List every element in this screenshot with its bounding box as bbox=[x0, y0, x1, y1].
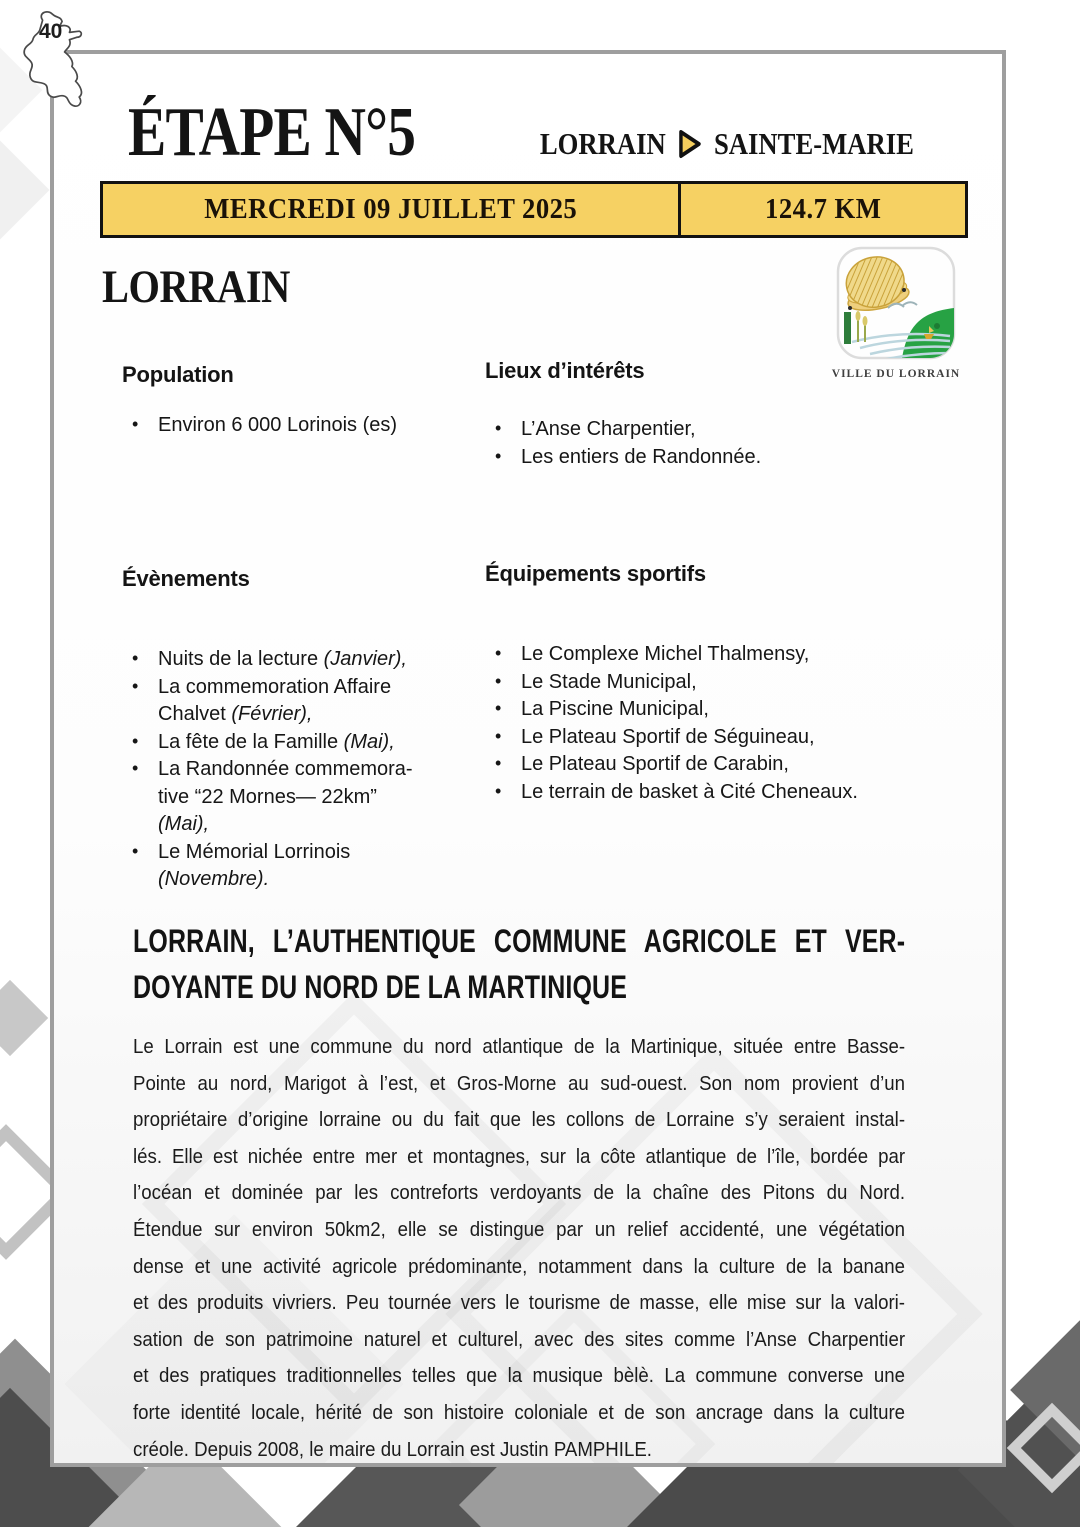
body-line: Pointe au nord, Marigot à l’est, et Gros-Morne au sud-ouest. Son nom provient d’un bbox=[133, 1072, 906, 1095]
list-item bbox=[489, 669, 929, 697]
article-heading-line: DOYANTE DU NORD DE LA MARTINIQUE bbox=[133, 969, 628, 1005]
bullet-icon: • bbox=[132, 730, 139, 751]
bullet-icon: • bbox=[495, 643, 502, 663]
page-card bbox=[50, 50, 1006, 1467]
sports-item: Le Plateau Sportif de Carabin, bbox=[521, 753, 789, 775]
list-item bbox=[126, 729, 426, 757]
bullet-icon: • bbox=[495, 780, 502, 801]
list-item bbox=[126, 756, 426, 839]
list-item bbox=[126, 412, 456, 440]
event-item: Le Mémorial Lorrinois bbox=[158, 840, 351, 863]
route-arrow-icon bbox=[677, 128, 703, 160]
bg-diamond bbox=[0, 980, 48, 1056]
list-item bbox=[489, 416, 909, 444]
bullet-icon: • bbox=[132, 758, 139, 778]
bullet-icon: • bbox=[132, 840, 139, 861]
route-to: SAINTE-MARIE bbox=[714, 126, 914, 161]
route-from: LORRAIN bbox=[539, 126, 666, 161]
event-month: (Mai), bbox=[158, 813, 210, 835]
city-logo-caption: VILLE DU LORRAIN bbox=[831, 368, 961, 380]
list-item bbox=[126, 646, 426, 674]
body-line: l’océan et dominée par les contreforts verdoyants de la chaîne des Pitons du Nord. bbox=[133, 1182, 906, 1205]
city-name: LORRAIN bbox=[102, 261, 290, 313]
bg-diamond bbox=[0, 141, 49, 240]
event-item: La fête de la Famille bbox=[158, 730, 344, 753]
body-line: lés. Elle est nichée entre mer et montagnes, sur la côte atlantique de l’île, bordée par bbox=[133, 1145, 906, 1168]
bullet-icon: • bbox=[495, 725, 502, 746]
stage-date-cell bbox=[103, 184, 681, 235]
list-item bbox=[489, 779, 929, 807]
sports-heading: Équipements sportifs bbox=[485, 561, 706, 586]
sports-item: Le Plateau Sportif de Séguineau, bbox=[521, 725, 815, 748]
event-item: La Randonnée commemora-tive “22 Mornes— 22km” bbox=[158, 758, 413, 808]
event-month: (Février), bbox=[231, 703, 313, 725]
events-heading: Évènements bbox=[122, 566, 250, 591]
sports-item: Le Complexe Michel Thalmensy, bbox=[521, 643, 810, 665]
body-line: créole. Depuis 2008, le maire du Lorrain est Justin PAMPHILE. bbox=[133, 1438, 652, 1461]
body-line: et des produits vivriers. Peu tournée vers le tourisme de masse, elle mise sur la valori- bbox=[133, 1292, 906, 1315]
sports-item: La Piscine Municipal, bbox=[521, 698, 709, 720]
route-header bbox=[540, 126, 914, 162]
lieux-item: Les entiers de Randonnée. bbox=[521, 445, 762, 468]
sports-item: Le terrain de basket à Cité Cheneaux. bbox=[521, 780, 858, 803]
sports-list bbox=[489, 641, 929, 806]
bullet-icon: • bbox=[495, 418, 502, 438]
bullet-icon: • bbox=[495, 670, 502, 691]
event-month: (Janvier), bbox=[323, 648, 407, 670]
lieux-heading: Lieux d’intérêts bbox=[485, 358, 645, 383]
stage-distance-cell bbox=[681, 184, 965, 235]
stage-date: MERCREDI 09 JUILLET 2025 bbox=[203, 193, 578, 225]
page-number: 40 bbox=[39, 20, 63, 43]
body-line: forte identité locale, hérité de son histoire coloniale et de son ancrage dans la culture bbox=[133, 1401, 906, 1424]
article-body bbox=[133, 1029, 905, 1467]
city-logo bbox=[836, 246, 956, 362]
page-corner-marker bbox=[6, 8, 128, 130]
list-item bbox=[489, 641, 929, 669]
body-line: dense et une activité agricole prédominante, notamment dans la culture de la banane bbox=[133, 1255, 906, 1278]
lieux-list bbox=[489, 416, 909, 471]
bullet-icon: • bbox=[132, 675, 139, 696]
bullet-icon: • bbox=[495, 753, 502, 773]
population-item: Environ 6 000 Lorinois (es) bbox=[158, 414, 398, 436]
stage-distance: 124.7 KM bbox=[764, 193, 882, 225]
event-item: La commemoration Affaire Chalvet bbox=[158, 675, 392, 725]
martinique-map-icon bbox=[6, 8, 128, 130]
lieux-item: L’Anse Charpentier, bbox=[521, 418, 696, 440]
list-item bbox=[489, 751, 929, 779]
body-line: et des pratiques traditionnelles telles que la musique bèlè. La commune converse une bbox=[133, 1365, 906, 1388]
list-item bbox=[126, 839, 426, 894]
article-heading bbox=[133, 918, 905, 1010]
city-logo-block bbox=[814, 246, 978, 380]
sports-item: Le Stade Municipal, bbox=[521, 670, 697, 693]
event-month: (Novembre). bbox=[158, 868, 270, 890]
bullet-icon: • bbox=[132, 414, 139, 434]
list-item bbox=[489, 444, 909, 472]
list-item bbox=[489, 696, 929, 724]
body-line: Étendue sur environ 50km2, elle se distingue par un relief accidenté, une végétation bbox=[133, 1218, 906, 1241]
body-line: propriétaire d’origine lorraine ou du fait que les collons de Lorraine s’y seraient instal- bbox=[133, 1109, 906, 1132]
events-list bbox=[126, 646, 426, 894]
body-line: sation de son patrimoine naturel et culturel, avec des sites comme l’Anse Charpentier bbox=[133, 1328, 906, 1351]
bullet-icon: • bbox=[132, 648, 139, 668]
bullet-icon: • bbox=[495, 698, 502, 718]
population-heading: Population bbox=[122, 362, 234, 387]
stage-banner bbox=[100, 181, 968, 238]
list-item bbox=[489, 724, 929, 752]
population-list bbox=[126, 412, 456, 440]
bullet-icon: • bbox=[495, 445, 502, 466]
list-item bbox=[126, 674, 426, 729]
article-heading-line: LORRAIN, L’AUTHENTIQUE COMMUNE AGRICOLE ET VER- bbox=[133, 923, 906, 959]
body-line: Le Lorrain est une commune du nord atlantique de la Martinique, située entre Basse- bbox=[133, 1036, 906, 1058]
event-month: (Mai), bbox=[343, 730, 395, 753]
event-item: Nuits de la lecture bbox=[158, 648, 324, 670]
stage-title: ÉTAPE N°5 bbox=[128, 94, 416, 171]
